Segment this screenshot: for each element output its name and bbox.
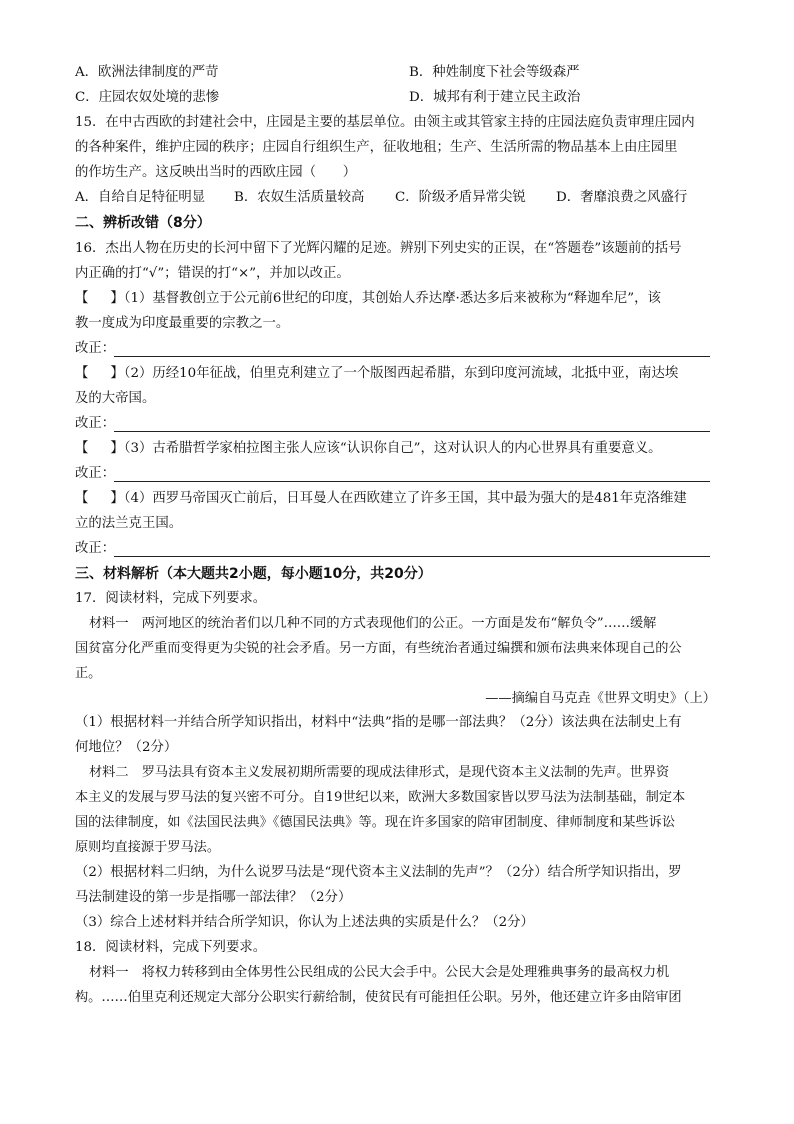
q16-item-2: [75, 365, 678, 383]
q14-option-c[interactable]: C．庄园农奴处境的悲惨: [75, 90, 220, 105]
answer-bracket-open[interactable]: 【: [75, 291, 89, 306]
answer-bracket-close[interactable]: 】: [110, 441, 124, 456]
q17-material-1: 国贫富分化严重而变得更为尖锐的社会矛盾。另一方面，有些统治者通过编撰和颁布法典来体现自己的公: [75, 641, 682, 656]
correction-answer-line[interactable]: [114, 356, 710, 357]
q16-item-1-cont: 教一度成为印度最重要的宗教之一。: [75, 316, 290, 331]
q17-question-2: （2）根据材料二归纳，为什么说罗马法是“现代资本主义法制的先声”？（2分）结合所学知识指出，罗: [75, 865, 682, 880]
q18-material-1: 构。……伯里克利还规定大部分公职实行薪给制，使贫民有可能担任公职。另外，他还建立许多由陪审团: [75, 990, 682, 1005]
q15-option-d[interactable]: D．奢靡浪费之风盛行: [556, 190, 688, 205]
q17-question-1: （1）根据材料一并结合所学知识指出，材料中“法典”指的是哪一部法典？（2分）该法典在法制史上有: [75, 715, 682, 730]
answer-bracket-open[interactable]: 【: [75, 366, 89, 381]
item-text: （4）西罗马帝国灭亡前后，日耳曼人在西欧建立了许多王国，其中最为强大的是481年克洛维建: [123, 491, 687, 506]
q17-question-3: （3）综合上述材料并结合所学知识，你认为上述法典的实质是什么？（2分）: [75, 915, 534, 930]
correction-answer-line[interactable]: [114, 481, 710, 482]
correction-label: 改正：: [75, 416, 116, 431]
correction-label: 改正：: [75, 341, 116, 356]
q18-material-1: 材料一 将权力转移到由全体男性公民组成的公民大会手中。公民大会是处理雅典事务的最高权力机: [89, 965, 670, 980]
q18-intro: 18．阅读材料，完成下列要求。: [75, 940, 267, 955]
answer-bracket-close[interactable]: 】: [110, 291, 124, 306]
q15-option-c[interactable]: C．阶级矛盾异常尖锐: [395, 190, 526, 205]
correction-answer-line[interactable]: [114, 556, 710, 557]
q16-item-3: [75, 440, 662, 458]
correction-answer-line[interactable]: [114, 431, 710, 432]
answer-bracket-open[interactable]: 【: [75, 491, 89, 506]
q17-material-2: 国的法律制度，如《法国民法典》《德国民法典》等。现在许多国家的陪审团制度、律师制度和某些诉讼: [75, 815, 676, 830]
q16-item-4-cont: 立的法兰克王国。: [75, 516, 183, 531]
q16-item-2-cont: 及的大帝国。: [75, 391, 156, 406]
q16-stem-line: 内正确的打“√”；错误的打“×”，并加以改正。: [75, 266, 350, 281]
q15-option-b[interactable]: B．农奴生活质量较高: [234, 190, 365, 205]
correction-label: 改正：: [75, 541, 116, 556]
item-text: （2）历经10年征战，伯里克利建立了一个版图西起希腊，东到印度河流域，北抵中亚，南达埃: [123, 366, 679, 381]
q16-item-1: [75, 290, 661, 308]
q17-question-1: 何地位？（2分）: [75, 740, 178, 755]
q14-option-b[interactable]: B．种姓制度下社会等级森严: [409, 65, 580, 80]
section-heading: 二、辨析改错（8分）: [75, 215, 211, 231]
q15-stem-line: 的作坊生产。这反映出当时的西欧庄园（ ）: [75, 165, 357, 180]
q14-option-a[interactable]: A．欧洲法律制度的严苛: [75, 65, 219, 80]
q17-question-2: 马法制建设的第一步是指哪一部法律？（2分）: [75, 890, 352, 905]
q17-material-2: 本主义的发展与罗马法的复兴密不可分。自19世纪以来，欧洲大多数国家皆以罗马法为法制基础，制定本: [75, 790, 686, 805]
item-text: （1）基督教创立于公元前6世纪的印度，其创始人乔达摩·悉达多后来被称为“释迦牟尼”，该: [123, 291, 661, 306]
q16-item-4: [75, 490, 687, 508]
q17-material-1: 材料一 两河地区的统治者们以几种不同的方式表现他们的公正。一方面是发布“解负令”……缓解: [89, 616, 657, 631]
q14-option-d[interactable]: D．城邦有利于建立民主政治: [409, 90, 581, 105]
section-heading: 三、材料解析（本大题共2小题，每小题10分，共20分）: [75, 566, 432, 582]
q15-option-a[interactable]: A．自给自足特征明显: [75, 190, 206, 205]
q17-material-1: 正。: [75, 666, 102, 681]
correction-label: 改正：: [75, 466, 116, 481]
q17-intro: 17．阅读材料，完成下列要求。: [75, 591, 267, 606]
q17-source-citation: ——摘编自马克垚《世界文明史》（上）: [485, 691, 716, 706]
q17-material-2: 材料二 罗马法具有资本主义发展初期所需要的现成法律形式，是现代资本主义法制的先声。世界资: [89, 765, 670, 780]
q15-stem-line: 的各种案件，维护庄园的秩序；庄园自行组织生产，征收地租；生产、生活所需的物品基本上由庄园里: [75, 140, 678, 155]
answer-bracket-open[interactable]: 【: [75, 441, 89, 456]
q16-stem-line: 16．杰出人物在历史的长河中留下了光辉闪耀的足迹。辨别下列史实的正误，在“答题卷”该题前的括号: [75, 241, 682, 256]
answer-bracket-close[interactable]: 】: [110, 366, 124, 381]
item-text: （3）古希腊哲学家柏拉图主张人应该“认识你自己”，这对认识人的内心世界具有重要意义。: [123, 441, 662, 456]
q17-material-2: 原则均直接源于罗马法。: [75, 840, 221, 855]
answer-bracket-close[interactable]: 】: [110, 491, 124, 506]
q15-stem-line: 15．在中古西欧的封建社会中，庄园是主要的基层单位。由领主或其管家主持的庄园法庭负责审理庄园内: [75, 115, 695, 130]
